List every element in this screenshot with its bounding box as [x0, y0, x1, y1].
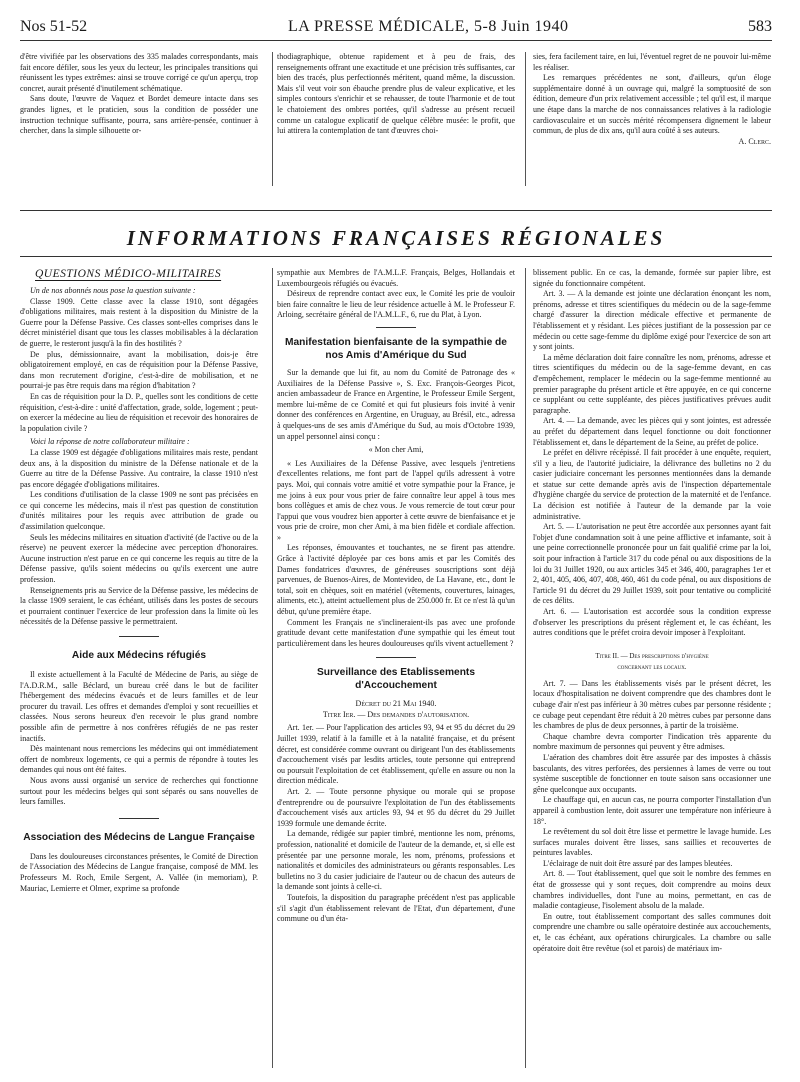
- article: Art. 7. — Dans les établissements visés par le présent décret, les locaux d'hospitalisation ne doivent comprendre que des chambres dont le cubage d'air n'est pas inférieur à 30 mètres cubes par personne résidente ; ce cubage peut cependant être réduit à 20 mètres cubes par personne dans les chambres de plus de deux personnes, à partir de la troisième.: [533, 678, 771, 731]
- paragraph: En cas de réquisition pour la D. P., quelles sont les conditions de cette réquisition, c'est-à-dire : unité d'affectation, grade, solde, logement ; peut-on exercer la médecine au lieu de réquisition et recevoir des honoraires de la population civile ?: [20, 391, 258, 433]
- paragraph: Le revêtement du sol doit être lisse et permettre le lavage humide. Les surfaces murales doivent être lisses, sans saillies et recouvertes de peintures lavables.: [533, 827, 771, 858]
- paragraph: Les remarques précédentes ne sont, d'ailleurs, qu'un éloge supplémentaire donné à un ouvrage qui, malgré la somptuosité de son édition, demeure d'un prix relativement accessible ; tel qu'il est, il marque une étape dans la marche de nos connaissances relatives à la radiologie cardiovasculaire et un succès mérité récompensera dignement le labeur commun, de plus de dix ans, qu'il aura coûté à ses auteurs.: [533, 73, 771, 136]
- paragraph: Les conditions d'utilisation de la classe 1909 ne sont pas précisées en ce qui concerne les médecins, mais il n'est pas question de constitution d'unités militaires pour les requis avec attribution de grade ou d'assimilation quelconque.: [20, 490, 258, 532]
- paragraph: d'être vivifiée par les observations des 335 malades correspondants, mais fait encore défiler, sous les yeux du lecteur, les principales transitions qui réunissent les types extrêmes: ainsi se trouve corrigé ce qu'un aperçu, trop concret, aurait présenté d'inutilement schématique.: [20, 52, 258, 93]
- top-column-3: [533, 52, 771, 147]
- separator: [376, 657, 416, 658]
- separator: [119, 818, 159, 819]
- section-title-questions: QUESTIONS MÉDICO-MILITAIRES: [35, 268, 222, 280]
- question-intro: Un de nos abonnés nous pose la question suivante :: [30, 286, 196, 295]
- journal-title: LA PRESSE MÉDICALE, 5-8 Juin 1940: [288, 18, 569, 35]
- article: Art. 5. — L'autorisation ne peut être accordée aux personnes ayant fait l'objet d'une condamnation soit à une peine afflictive et infamante, soit à une peine correctionnelle prononcée pour un fait qualifié crime par la loi, soit pour infraction à l'article 317 du code pénal ou aux dispositions de la loi du 31 Juillet 1920, ou aux articles 345 et 346, 400, paragraphes 1er et 2, 401, 405, 406, 407, 408, 460, 461 du code pénal, ou aux dispositions de l'article 91 du décret du 29 Juillet 1939, soit pour tentative ou complicité de ces délits.: [533, 522, 771, 606]
- section-title-association: Association des Médecins de Langue Française: [23, 831, 255, 843]
- paragraph: L'éclairage de nuit doit être assuré par des lampes bleutées.: [543, 858, 733, 868]
- paragraph: Sur la demande que lui fit, au nom du Comité de Patronage des « Auxiliaires de la Défense Passive », S. Exc. François-Georges Picot, ancien ambassadeur de France en Argentine, le Professeur Emile Sergent, membre lui-même de ce Comité et qui fut plusieurs fois invité à venir donner des conférences en Argentine, en Uruguay, au Brésil, etc., adressa à quelques-uns de ses amis d'Amérique du Sud, au mois d'Octobre 1939, un appel personnel ainsi conçu :: [277, 367, 515, 441]
- decree-date: Décret du 21 Mai 1940.: [355, 699, 437, 709]
- article: Art. 3. — A la demande est jointe une déclaration énonçant les nom, prénoms, adresse et titres scientifiques du médecin ou de la sage-femme chargé d'assurer la direction médicale effective et permanente de l'établissement et y résidant. Les pièces justifiant de la possession par ce médecin ou cette sage-femme du diplôme exigé pour l'exercice de son art y sont joints.: [533, 289, 771, 352]
- paragraph: sympathie aux Membres de l'A.M.L.F. Français, Belges, Hollandais et Luxembourgeois réfugiés ou évacués.: [277, 268, 515, 288]
- paragraph: thodiagraphique, obtenue rapidement et à peu de frais, des renseignements offrant une exactitude et une précision très suffisantes, car bien des tracés, plus perfectionnés méritent, quand même, la discussion. Mais s'il veut voir son ébauche prendre plus de valeur explicative, et les simples contours s'enrichir et se rehausser, de toute l'harmonie et de tout le chatoiement des ombres portées, qu'il s'adresse au présent recueil comme un catalogue explicatif de quelque célèbre musée: le profit, que lui attirera la contemplation de tant d'œuvres choi-: [277, 52, 515, 136]
- paragraph: Dans les douloureuses circonstances présentes, le Comité de Direction de l'Association des Médecins de Langue française, composé de MM. les Professeurs M. Roch, Emile Sergent, A. Vallée (in memoriam), P. Mauriac, Lemierre et Olmer, exprime sa profonde: [20, 851, 258, 893]
- column-1: [20, 268, 258, 894]
- paragraph: Nous avons aussi organisé un service de recherches qui fonctionne surtout pour les médecins belges qui sont séparés ou sans nouvelles de leurs familles.: [20, 775, 258, 807]
- column-2: [277, 268, 515, 925]
- running-header: [20, 18, 772, 42]
- author-signature: A. Clerc.: [738, 136, 771, 146]
- section-banner: INFORMATIONS FRANÇAISES RÉGIONALES: [126, 226, 666, 250]
- section-title-manifestation: Manifestation bienfaisante de la sympathie de nos Amis d'Amérique du Sud: [285, 336, 507, 361]
- section-title-surveillance: Surveillance des Etablissements d'Accouchement: [317, 667, 475, 692]
- paragraph: L'aération des chambres doit être assurée par des impostes à châssis basculants, des vitres perforées, des persiennes à lames de verre ou tout système susceptible de fonctionner en toute saison sans occasionner une gêne quelconque aux occupants.: [533, 752, 771, 794]
- paragraph: Le chauffage qui, en aucun cas, ne pourra comporter l'installation d'un appareil à combustion lente, doit assurer une température non inférieure à 18°.: [533, 795, 771, 826]
- article: Art. 6. — L'autorisation est accordée sous la condition expresse d'observer les prescriptions du présent règlement et, le cas échéant, les autres conditions que le préfet croira devoir imposer à l'exploitant.: [533, 607, 771, 638]
- article: La demande, rédigée sur papier timbré, mentionne les nom, prénoms, profession, nationalité et domicile de l'auteur de la demande, et, si elle est présentée par une personne morale, les nom, prénoms, professions et nationalités et domiciles des administrateurs ou gérants responsables. Les bulletins no 3 du casier judiciaire de l'auteur ou de chacun des auteurs de la demande sont joints à celle-ci.: [277, 829, 515, 892]
- paragraph: La même déclaration doit faire connaître les nom, prénoms, adresse et titres scientifiques du médecin ou de la sage-femme devant, en cas d'empêchement, remplacer le médecin ou la sage-femme mentionné au premier paragraphe du présent article et être appuyée, en ce qui concerne ce suppléant ou cette suppléante, des pièces justificatives prévues audit paragraphe.: [533, 352, 771, 415]
- paragraph: blissement public. En ce cas, la demande, formée sur papier libre, est signée du fonctionnaire compétent.: [533, 268, 771, 288]
- issue-number: Nos 51-52: [20, 18, 88, 35]
- paragraph: La classe 1909 est dégagée d'obligations militaires mais reste, pendant deux ans, à la disposition du ministre de la Défense nationale et de la Guerre au titre de la Défense Passive. Au contraire, la classe 1910 n'est pas encore dégagée d'obligations militaires.: [20, 447, 258, 489]
- column-divider: [525, 52, 526, 186]
- paragraph: Désireux de reprendre contact avec eux, le Comité les prie de vouloir bien faire connaître le lieu de leur résidence actuelle à M. le Professeur F. Arloing, secrétaire général de l'A.M.L.F., 6, rue du Plat, à Lyon.: [277, 289, 515, 320]
- title-heading: Titre Ier. — Des demandes d'autorisation.: [322, 710, 470, 720]
- page-number: 583: [748, 18, 772, 35]
- separator: [376, 327, 416, 328]
- column-divider: [272, 268, 273, 1068]
- paragraph: Comment les Français ne s'inclineraient-ils pas avec une profonde gratitude devant cette manifestation d'une sympathie qui les émeut tout particulièrement dans les heures douloureuses qu'ils vivent actuellement ?: [277, 617, 515, 648]
- article: Art. 8. — Tout établissement, quel que soit le nombre des femmes en état de grossesse qui y sont reçues, doit comprendre au moins deux chambres individuelles, dont l'une au moins, permettant, en cas de maladie contagieuse, l'isolement absolu de la malade.: [533, 869, 771, 911]
- paragraph: Le préfet en délivre récépissé. Il fait procéder à une enquête, requiert, s'il y a lieu, de l'autorité judiciaire, la délivrance des bulletins no 2 du casier judiciaire concernant les personnes mentionnées dans la demande et statue sur cette demande après avis de l'inspection départementale d'hygiène chargée du service de protection de la maternité et de l'enfance. La décision est notifiée à l'auteur de la demande par la voie administrative.: [533, 448, 771, 521]
- reply-intro: Voici la réponse de notre collaborateur militaire :: [30, 437, 190, 447]
- paragraph: Classe 1909. Cette classe avec la classe 1910, sont dégagées d'obligations militaires, mais restent à la disposition du Ministre de la Guerre pour la Défense Passive. Ces classes sont-elles comprises dans le décret ministériel disant que tous les classes mobilisables à la déclaration de guerre, le resteront jusqu'à la fin des hostilités ?: [20, 296, 258, 348]
- paragraph: Seuls les médecins militaires en situation d'activité (de l'active ou de la réserve) ne peuvent exercer la médecine avec perception d'honoraires. Aucune instruction n'est parue en ce qui concerne les requis au titre de la Défense passive, qu'ils soient médecins ou qu'ils exercent une autre profession.: [20, 532, 258, 585]
- banner-rule-top: [20, 210, 772, 211]
- paragraph: De plus, démissionnaire, avant la mobilisation, dois-je être obligatoirement employé, en cas de réquisition pour la Défense Passive, dans mon recrutement d'origine, c'est-à-dire de mobilisation, et ne pourrai-je pas être requis dans ma région d'habitation ?: [20, 349, 258, 391]
- paragraph: Les réponses, émouvantes et touchantes, ne se firent pas attendre. Grâce à l'activité déployée par ces bons amis et par les Comités des Dames fondatrices d'œuvres, de généreuses souscriptions sont déjà parvenues, de Buenos-Aires, de Montevideo, de La Havane, etc., dont le total, soit en chèques, soit en matériel (vêtements, couvertures, lainages, aliments, etc.), atteint actuellement plus de 250.000 fr. Et ce n'est là qu'un début, qu'une première étape.: [277, 543, 515, 617]
- paragraph: En outre, tout établissement comportant des salles communes doit comprendre une chambre ou salle opératoire destinée aux accouchements, et, le cas échéant, aux opérations chirurgicales. La chambre ou salle opératoire doit être revêtue (sol et parois) de matériaux im-: [533, 911, 771, 953]
- paragraph: sies, fera facilement taire, en lui, l'éventuel regret de ne pouvoir lui-même les réaliser.: [533, 52, 771, 72]
- title-heading: Titre II. — Des prescriptions d'hygiène: [595, 651, 709, 660]
- paragraph: Il existe actuellement à la Faculté de Médecine de Paris, au siège de l'A.D.R.M., salle Béclard, un bureau créé dans le but de faciliter l'hébergement des médecins évacués et de leurs familles et de leur procurer du travail. Les offres et demandes d'emploi y sont recueillies et classées. Nous serons heureux d'en recevoir le plus grand nombre possible afin de permettre à nos confrères réfugiés de ne pas rester inactifs.: [20, 670, 258, 743]
- paragraph: Renseignements pris au Service de la Défense passive, les médecins de la classe 1909 seraient, le cas échéant, utilisés dans les postes de secours et pourraient continuer l'exercice de leur profession dans la limite où les nécessités de la Défense passive le permettraient.: [20, 585, 258, 627]
- paragraph: Sans doute, l'œuvre de Vaquez et Bordet demeure intacte dans ses grandes lignes, et le praticien, sous la condition de posséder une instruction technique suffisante, pourra, sans arrière-pensée, continuer à chercher, dans la simple silhouette or-: [20, 94, 258, 136]
- banner-rule-bottom: [20, 256, 772, 257]
- column-divider: [272, 52, 273, 186]
- top-column-1: [20, 52, 258, 137]
- column-divider: [525, 268, 526, 1068]
- title-heading-cont: concernant les locaux.: [617, 662, 687, 671]
- header-rule: [20, 40, 772, 41]
- paragraph: Chaque chambre devra comporter l'indication très apparente du nombre maximum de personnes qui peuvent y être admises.: [533, 731, 771, 752]
- article: Art. 4. — La demande, avec les pièces qui y sont jointes, est adressée au préfet du département dans lequel fonctionne ou doit fonctionner l'établissement et, dans le département de la Seine, au préfet de police.: [533, 416, 771, 447]
- separator: [119, 636, 159, 637]
- section-title-aide: Aide aux Médecins réfugiés: [71, 650, 207, 661]
- paragraph: « Les Auxiliaires de la Défense Passive, avec lesquels j'entretiens d'excellentes relations, me font part de l'appel qu'ils adressent à votre pays. Moi, qui connais votre amitié et votre sympathie pour la France, je me joins à eux pour vous prier de faire connaître leur appel à tous mes bons collègues et amis de chez vous. Je vous remercie de tout cœur pour l'appui que vous voudrez bien apporter à cette œuvre de bienfaisance et je vous prie de croire, mon cher Ami, à ma bien fidèle et cordiale affection. »: [277, 458, 515, 542]
- paragraph: Dès maintenant nous remercions les médecins qui ont immédiatement offert de nombreux logements, ce qui a permis de répondre à toutes les demandes qui nous ont été faites.: [20, 744, 258, 775]
- letter-salutation: « Mon cher Ami,: [368, 445, 424, 455]
- article: Toutefois, la disposition du paragraphe précédent n'est pas applicable s'il s'agit d'un établissement relevant de l'Etat, d'un département, d'une commune ou d'un éta-: [277, 892, 515, 924]
- article: Art. 1er. — Pour l'application des articles 93, 94 et 95 du décret du 29 Juillet 1939, relatif à la famille et à la natalité française, et du présent décret, est considérée comme ouvrant ou dirigeant l'un des établissements d'accouchement visés par lesdits articles, toute personne qui entreprend ou poursuit l'exploitation de cet établissement, qu'elle en assure ou non la direction médicale.: [277, 723, 515, 786]
- column-3: [533, 268, 771, 954]
- article: Art. 2. — Toute personne physique ou morale qui se propose d'entreprendre ou de poursuivre l'exploitation de l'un des établissements d'accouchement visés aux articles 93, 94 et 95 du décret du 29 Juillet 1939 formule une demande écrite.: [277, 786, 515, 828]
- top-column-2: [277, 52, 515, 137]
